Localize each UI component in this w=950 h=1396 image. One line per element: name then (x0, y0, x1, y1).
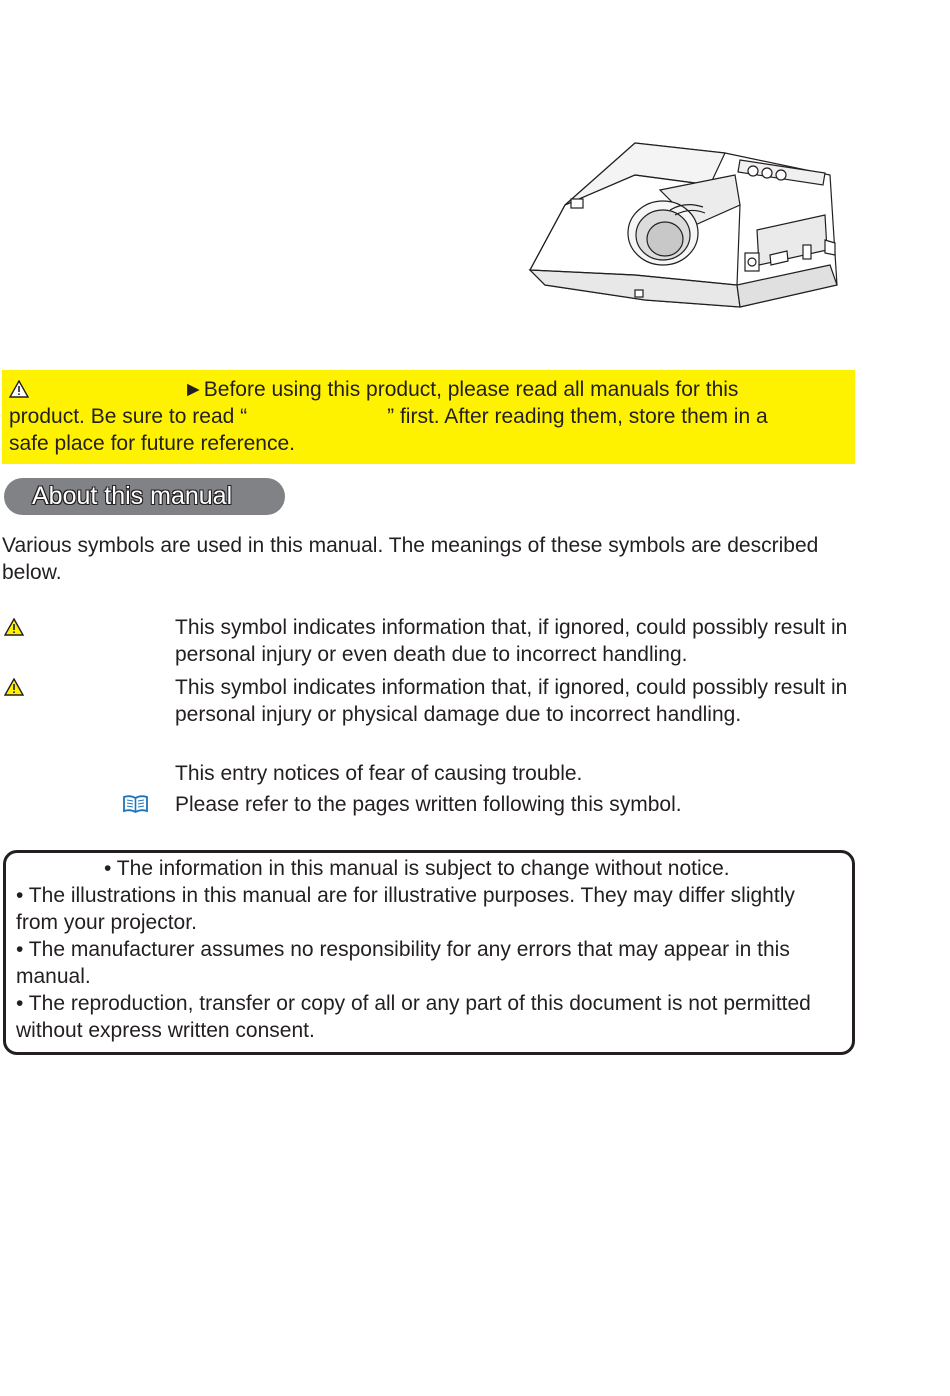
warning-triangle-icon (4, 618, 24, 636)
warning-banner-text1: ►Before using this product, please read all manuals for this (183, 378, 739, 401)
symbol-description: This entry notices of fear of causing trouble. (175, 762, 583, 785)
notice-box (3, 850, 855, 1055)
warning-banner-text2b: ” first. After reading them, store them in a (387, 405, 768, 428)
warning-banner-text2a: product. Be sure to read “ (9, 405, 248, 428)
notice-item: • The illustrations in this manual are for illustrative purposes. They may differ slightly from your projector. (16, 884, 795, 934)
intro-paragraph: Various symbols are used in this manual. The meanings of these symbols are described below. (2, 534, 819, 584)
section-heading-about-this-manual: About this manual (4, 478, 285, 515)
symbol-description: Please refer to the pages written following this symbol. (175, 793, 682, 816)
caution-triangle-icon (4, 678, 24, 696)
notice-item: • The manufacturer assumes no responsibility for any errors that may appear in this manual. (16, 938, 790, 988)
warning-banner-line1 (9, 376, 847, 403)
projector-illustration (525, 135, 845, 315)
notice-item: • The reproduction, transfer or copy of all or any part of this document is not permitted without express written consent. (16, 992, 811, 1042)
symbol-description: This symbol indicates information that, if ignored, could possibly result in personal injury or even death due to incorrect handling. (175, 616, 848, 666)
warning-triangle-icon (9, 380, 29, 398)
notice-item: • The information in this manual is subject to change without notice. (104, 857, 730, 880)
symbol-description: This symbol indicates information that, if ignored, could possibly result in personal injury or physical damage due to incorrect handling. (175, 676, 848, 726)
warning-banner-line3: safe place for future reference. (9, 432, 295, 455)
warning-banner (2, 370, 855, 464)
warning-banner-line2 (9, 403, 847, 430)
book-reference-icon (122, 795, 149, 813)
